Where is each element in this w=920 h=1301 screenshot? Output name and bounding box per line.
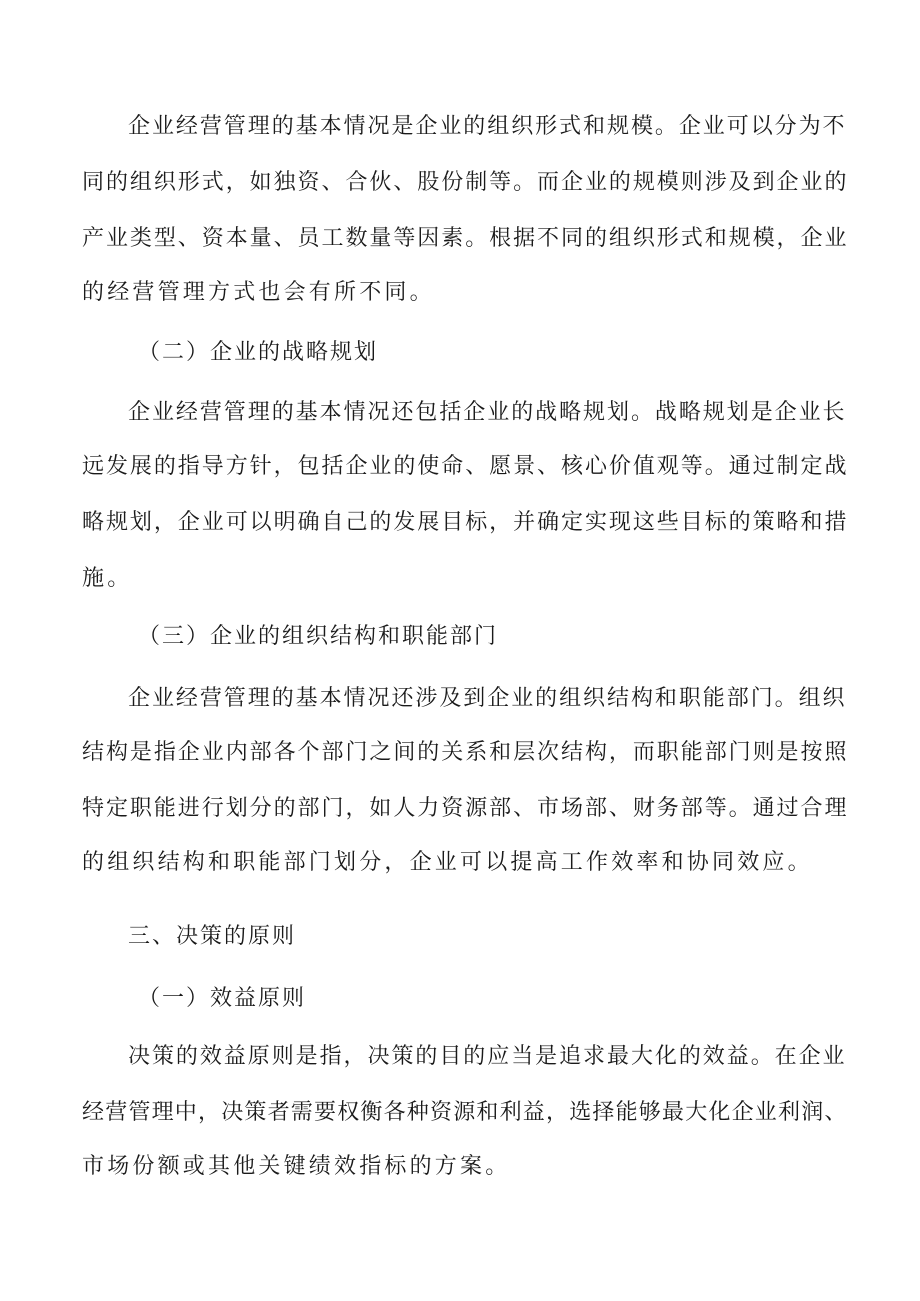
chapter-heading: 三、决策的原则 [128,924,297,949]
paragraph-line: 的经营管理方式也会有所不同。 [82,280,435,305]
section-heading: （一）效益原则 [138,986,307,1011]
paragraph-line: 施。 [82,566,133,591]
paragraph-line: 远发展的指导方针，包括企业的使命、愿景、核心价值观等。通过制定战 [82,454,849,479]
paragraph-line: 决策的效益原则是指，决策的目的应当是追求最大化的效益。在企业 [128,1044,847,1069]
section-heading: （二）企业的战略规划 [138,340,379,365]
section-heading: （三）企业的组织结构和职能部门 [138,624,499,649]
paragraph-line: 结构是指企业内部各个部门之间的关系和层次结构，而职能部门则是按照 [82,740,849,765]
paragraph-line: 经营管理中，决策者需要权衡各种资源和利益，选择能够最大化企业利润、 [82,1100,848,1125]
paragraph-line: 市场份额或其他关键绩效指标的方案。 [82,1154,511,1179]
paragraph-line: 企业经营管理的基本情况还包括企业的战略规划。战略规划是企业长 [128,400,847,425]
paragraph-line: 企业经营管理的基本情况是企业的组织形式和规模。企业可以分为不 [128,114,847,139]
paragraph-line: 同的组织形式，如独资、合伙、股份制等。而企业的规模则涉及到企业的 [82,170,849,195]
paragraph-line: 企业经营管理的基本情况还涉及到企业的组织结构和职能部门。组织 [128,686,847,711]
paragraph-line: 产业类型、资本量、员工数量等因素。根据不同的组织形式和规模，企业 [82,226,849,251]
paragraph-line: 特定职能进行划分的部门，如人力资源部、市场部、财务部等。通过合理 [82,796,849,821]
paragraph-line: 略规划，企业可以明确自己的发展目标，并确定实现这些目标的策略和措 [82,510,849,535]
paragraph-line: 的组织结构和职能部门划分，企业可以提高工作效率和协同效应。 [82,850,813,875]
